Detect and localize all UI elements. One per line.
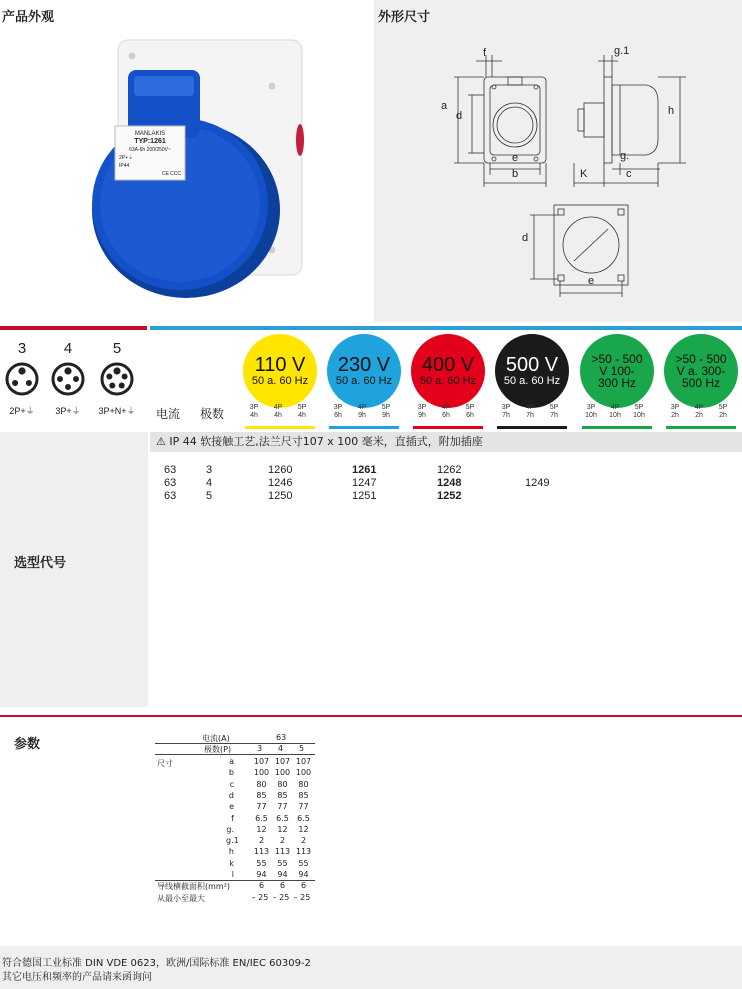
section-divider-red	[0, 326, 147, 330]
cell-v230: 1251	[352, 490, 377, 502]
header-poles: 极数	[200, 407, 225, 421]
param-dim-value: 80	[277, 779, 288, 789]
rating: 63A-6h 200/250V~	[129, 147, 171, 153]
selection-title: 选型代号	[14, 556, 67, 571]
param-current-label: 电流(A)	[202, 734, 230, 743]
pole-hour-label: 3P 4h	[249, 404, 259, 419]
param-rule	[155, 754, 315, 755]
voltage-underline	[329, 426, 399, 429]
param-dim-value: 100	[295, 768, 312, 778]
note-text: IP 44 软接触工艺,法兰尺寸107 x 100 毫米，直插式，附加插座	[169, 435, 483, 448]
voltage-badge	[664, 334, 738, 408]
dim-label-g1: g.1	[614, 45, 630, 57]
param-dim-value: 6.5	[276, 813, 289, 823]
pole-hour-label: 4P 6h	[441, 404, 451, 419]
param-dim-value: 77	[298, 802, 309, 812]
param-dim-value: 113	[253, 847, 270, 857]
param-dim-value: 55	[298, 858, 309, 868]
voltage-badge	[411, 334, 485, 408]
voltage-badge	[327, 334, 401, 408]
param-dim-value: 2	[300, 836, 307, 846]
frequency-value: 50 a. 60 Hz	[335, 375, 393, 387]
footer-line-1: 符合德国工业标准 DIN VDE 0623，欧洲/国际标准 EN/IEC 60309-2	[2, 958, 311, 969]
cert-marks: CE CCC	[161, 171, 181, 177]
type-code: TYP:1261	[134, 138, 166, 145]
pole-hour-label: 5P 4h	[297, 404, 307, 419]
pole-hour-label: 4P 9h	[357, 404, 367, 419]
param-range-value: – 25	[251, 893, 269, 902]
appearance-panel	[0, 0, 372, 322]
param-dim-value: 12	[277, 824, 288, 834]
param-dim-value: 113	[295, 847, 312, 857]
param-dim-value: 6.5	[255, 813, 268, 823]
cell-v400: 1252	[437, 490, 462, 502]
pole-hour-label: 3P 2h	[670, 404, 680, 419]
voltage-value: 110 V	[254, 354, 306, 376]
cell-current: 63	[164, 490, 177, 502]
param-dim-value: 77	[277, 802, 288, 812]
param-range-label: 从最小至最大	[157, 894, 205, 903]
pole-hour-label: 5P 6h	[465, 404, 475, 419]
dim-label-h: h	[668, 105, 675, 117]
note-bar	[150, 432, 742, 452]
pin-config-label: 3P+⏚	[55, 406, 81, 416]
dim-label-b: b	[512, 168, 519, 180]
param-dim-value: 100	[253, 768, 270, 778]
params-title: 参数	[14, 737, 41, 752]
param-dim-value: 77	[256, 802, 267, 812]
cell-v230: 1247	[352, 477, 377, 489]
dim-label-e2: e	[588, 275, 595, 287]
param-dim-key: f	[231, 813, 234, 823]
voltage-underline	[666, 426, 736, 429]
param-dim-value: 2	[279, 836, 286, 846]
pole-hour-label: 3P 7h	[501, 404, 511, 419]
pole-hour-label: 5P 10h	[633, 404, 645, 419]
param-dim-key: c	[229, 779, 234, 789]
param-dim-value: 12	[298, 824, 309, 834]
socket-face-icon	[100, 362, 134, 396]
param-range-value: – 25	[272, 893, 290, 902]
param-dim-key: l	[231, 870, 234, 879]
pin-config-label: 3P+N+⏚	[98, 406, 136, 416]
brand: MANLAKIS	[134, 131, 166, 137]
param-pole-value: 4	[278, 744, 284, 753]
voltage-value: 400 V	[421, 354, 475, 376]
dim-label-k: K	[580, 168, 588, 180]
param-dim-key: k	[229, 858, 234, 868]
param-poles-label: 极数(P)	[204, 745, 232, 754]
param-dim-value: 55	[256, 858, 267, 868]
param-dim-value: 2	[258, 836, 265, 846]
param-dim-value: 85	[256, 790, 267, 800]
pole-hour-label: 5P 2h	[718, 404, 728, 419]
dim-label-f: f	[483, 47, 487, 59]
warning-icon: ⚠	[156, 435, 166, 448]
pole-hour-label: 4P 10h	[609, 404, 621, 419]
pin-config-label: 2P+⏚	[9, 406, 35, 416]
param-dim-key: a	[229, 757, 234, 766]
param-dim-value: 85	[298, 790, 309, 800]
cell-poles: 3	[206, 464, 213, 476]
product-photo	[60, 30, 310, 310]
param-dim-value: 107	[253, 757, 270, 766]
voltage-badge	[495, 334, 569, 408]
param-dim-value: 100	[274, 768, 291, 778]
appearance-title: 产品外观	[2, 10, 55, 25]
param-wire-label: 导线横截面积(mm²)	[157, 882, 231, 891]
param-current-value: 63	[276, 733, 287, 742]
cell-other: 1249	[525, 477, 550, 489]
cell-v110: 1260	[268, 464, 293, 476]
pole-hour-label: 4P 2h	[694, 404, 704, 419]
poles: 2P+⏚	[119, 155, 134, 161]
param-wire-value: 6	[279, 881, 286, 890]
params-divider	[0, 715, 742, 717]
param-pole-value: 3	[257, 744, 263, 753]
dim-label-a: a	[441, 100, 448, 112]
pole-hour-label: 5P 7h	[549, 404, 559, 419]
param-rule	[155, 743, 315, 744]
voltage-badge	[580, 334, 654, 408]
param-dim-value: 85	[277, 790, 288, 800]
param-wire-value: 6	[300, 881, 307, 890]
header-current: 电流	[156, 407, 181, 421]
voltage-underline	[413, 426, 483, 429]
frequency-value: 50 a. 60 Hz	[503, 375, 561, 387]
frequency-value: 50 a. 60 Hz	[419, 375, 477, 387]
voltage-badge	[243, 334, 317, 408]
pole-hour-label: 3P 10h	[585, 404, 597, 419]
dimensions-title: 外形尺寸	[378, 10, 431, 25]
param-dim-value: 94	[277, 870, 288, 879]
section-divider-blue	[150, 326, 742, 330]
cell-current: 63	[164, 477, 177, 489]
param-dim-value: 107	[295, 757, 312, 766]
param-range-value: – 25	[293, 893, 311, 902]
param-dim-key: g.	[226, 824, 234, 834]
cell-v400: 1248	[437, 477, 462, 489]
param-dim-value: 94	[256, 870, 267, 879]
pin-count: 4	[63, 340, 73, 357]
cell-poles: 5	[206, 490, 213, 502]
pole-hour-label: 4P 4h	[273, 404, 283, 419]
cell-poles: 4	[206, 477, 213, 489]
product-label	[115, 130, 185, 178]
param-dim-value: 107	[274, 757, 291, 766]
param-dim-value: 113	[274, 847, 291, 857]
param-size-label: 尺寸	[157, 759, 173, 768]
voltage-value: 230 V	[337, 354, 391, 376]
param-dim-key: g.1	[226, 836, 239, 846]
cell-v110: 1250	[268, 490, 293, 502]
voltage-value: 500 V	[505, 354, 559, 376]
param-dim-value: 94	[298, 870, 309, 879]
pin-count: 5	[112, 340, 122, 357]
param-dim-value: 12	[256, 824, 267, 834]
footer-line-2: 其它电压和频率的产品请来函询问	[2, 972, 152, 983]
dimensions-panel	[374, 0, 742, 322]
param-pole-value: 5	[299, 744, 305, 753]
cell-current: 63	[164, 464, 177, 476]
socket-face-icon	[51, 362, 85, 396]
param-dim-value: 55	[277, 858, 288, 868]
cell-v400: 1262	[437, 464, 462, 476]
dim-label-d2: d	[522, 232, 529, 244]
frequency-value: 50 a. 60 Hz	[251, 375, 309, 387]
voltage-underline	[582, 426, 652, 429]
pin-count: 3	[17, 340, 27, 357]
dim-label-c: c	[626, 168, 632, 180]
param-dim-value: 6.5	[297, 813, 310, 823]
param-dim-value: 80	[256, 779, 267, 789]
param-dim-key: h	[228, 847, 234, 857]
voltage-value: >50 - 500 V a. 300- 500 Hz	[675, 352, 727, 390]
param-dim-key: e	[229, 802, 234, 812]
voltage-underline	[245, 426, 315, 429]
socket-face-icon	[5, 362, 39, 396]
cell-v110: 1246	[268, 477, 293, 489]
voltage-underline	[497, 426, 567, 429]
param-dim-key: b	[228, 768, 234, 778]
pole-hour-label: 4P 7h	[525, 404, 535, 419]
dim-label-e: e	[512, 152, 519, 164]
dim-label-g: g.	[620, 150, 630, 162]
pole-hour-label: 5P 9h	[381, 404, 391, 419]
param-dim-value: 80	[298, 779, 309, 789]
param-dim-key: d	[228, 790, 234, 800]
pole-hour-label: 3P 6h	[333, 404, 343, 419]
dim-label-d: d	[456, 110, 463, 122]
param-wire-value: 6	[258, 881, 265, 890]
pole-hour-label: 3P 9h	[417, 404, 427, 419]
ip-rating: IP44	[119, 163, 130, 169]
cell-v230: 1261	[352, 464, 377, 476]
voltage-value: >50 - 500 V 100- 300 Hz	[591, 352, 643, 390]
